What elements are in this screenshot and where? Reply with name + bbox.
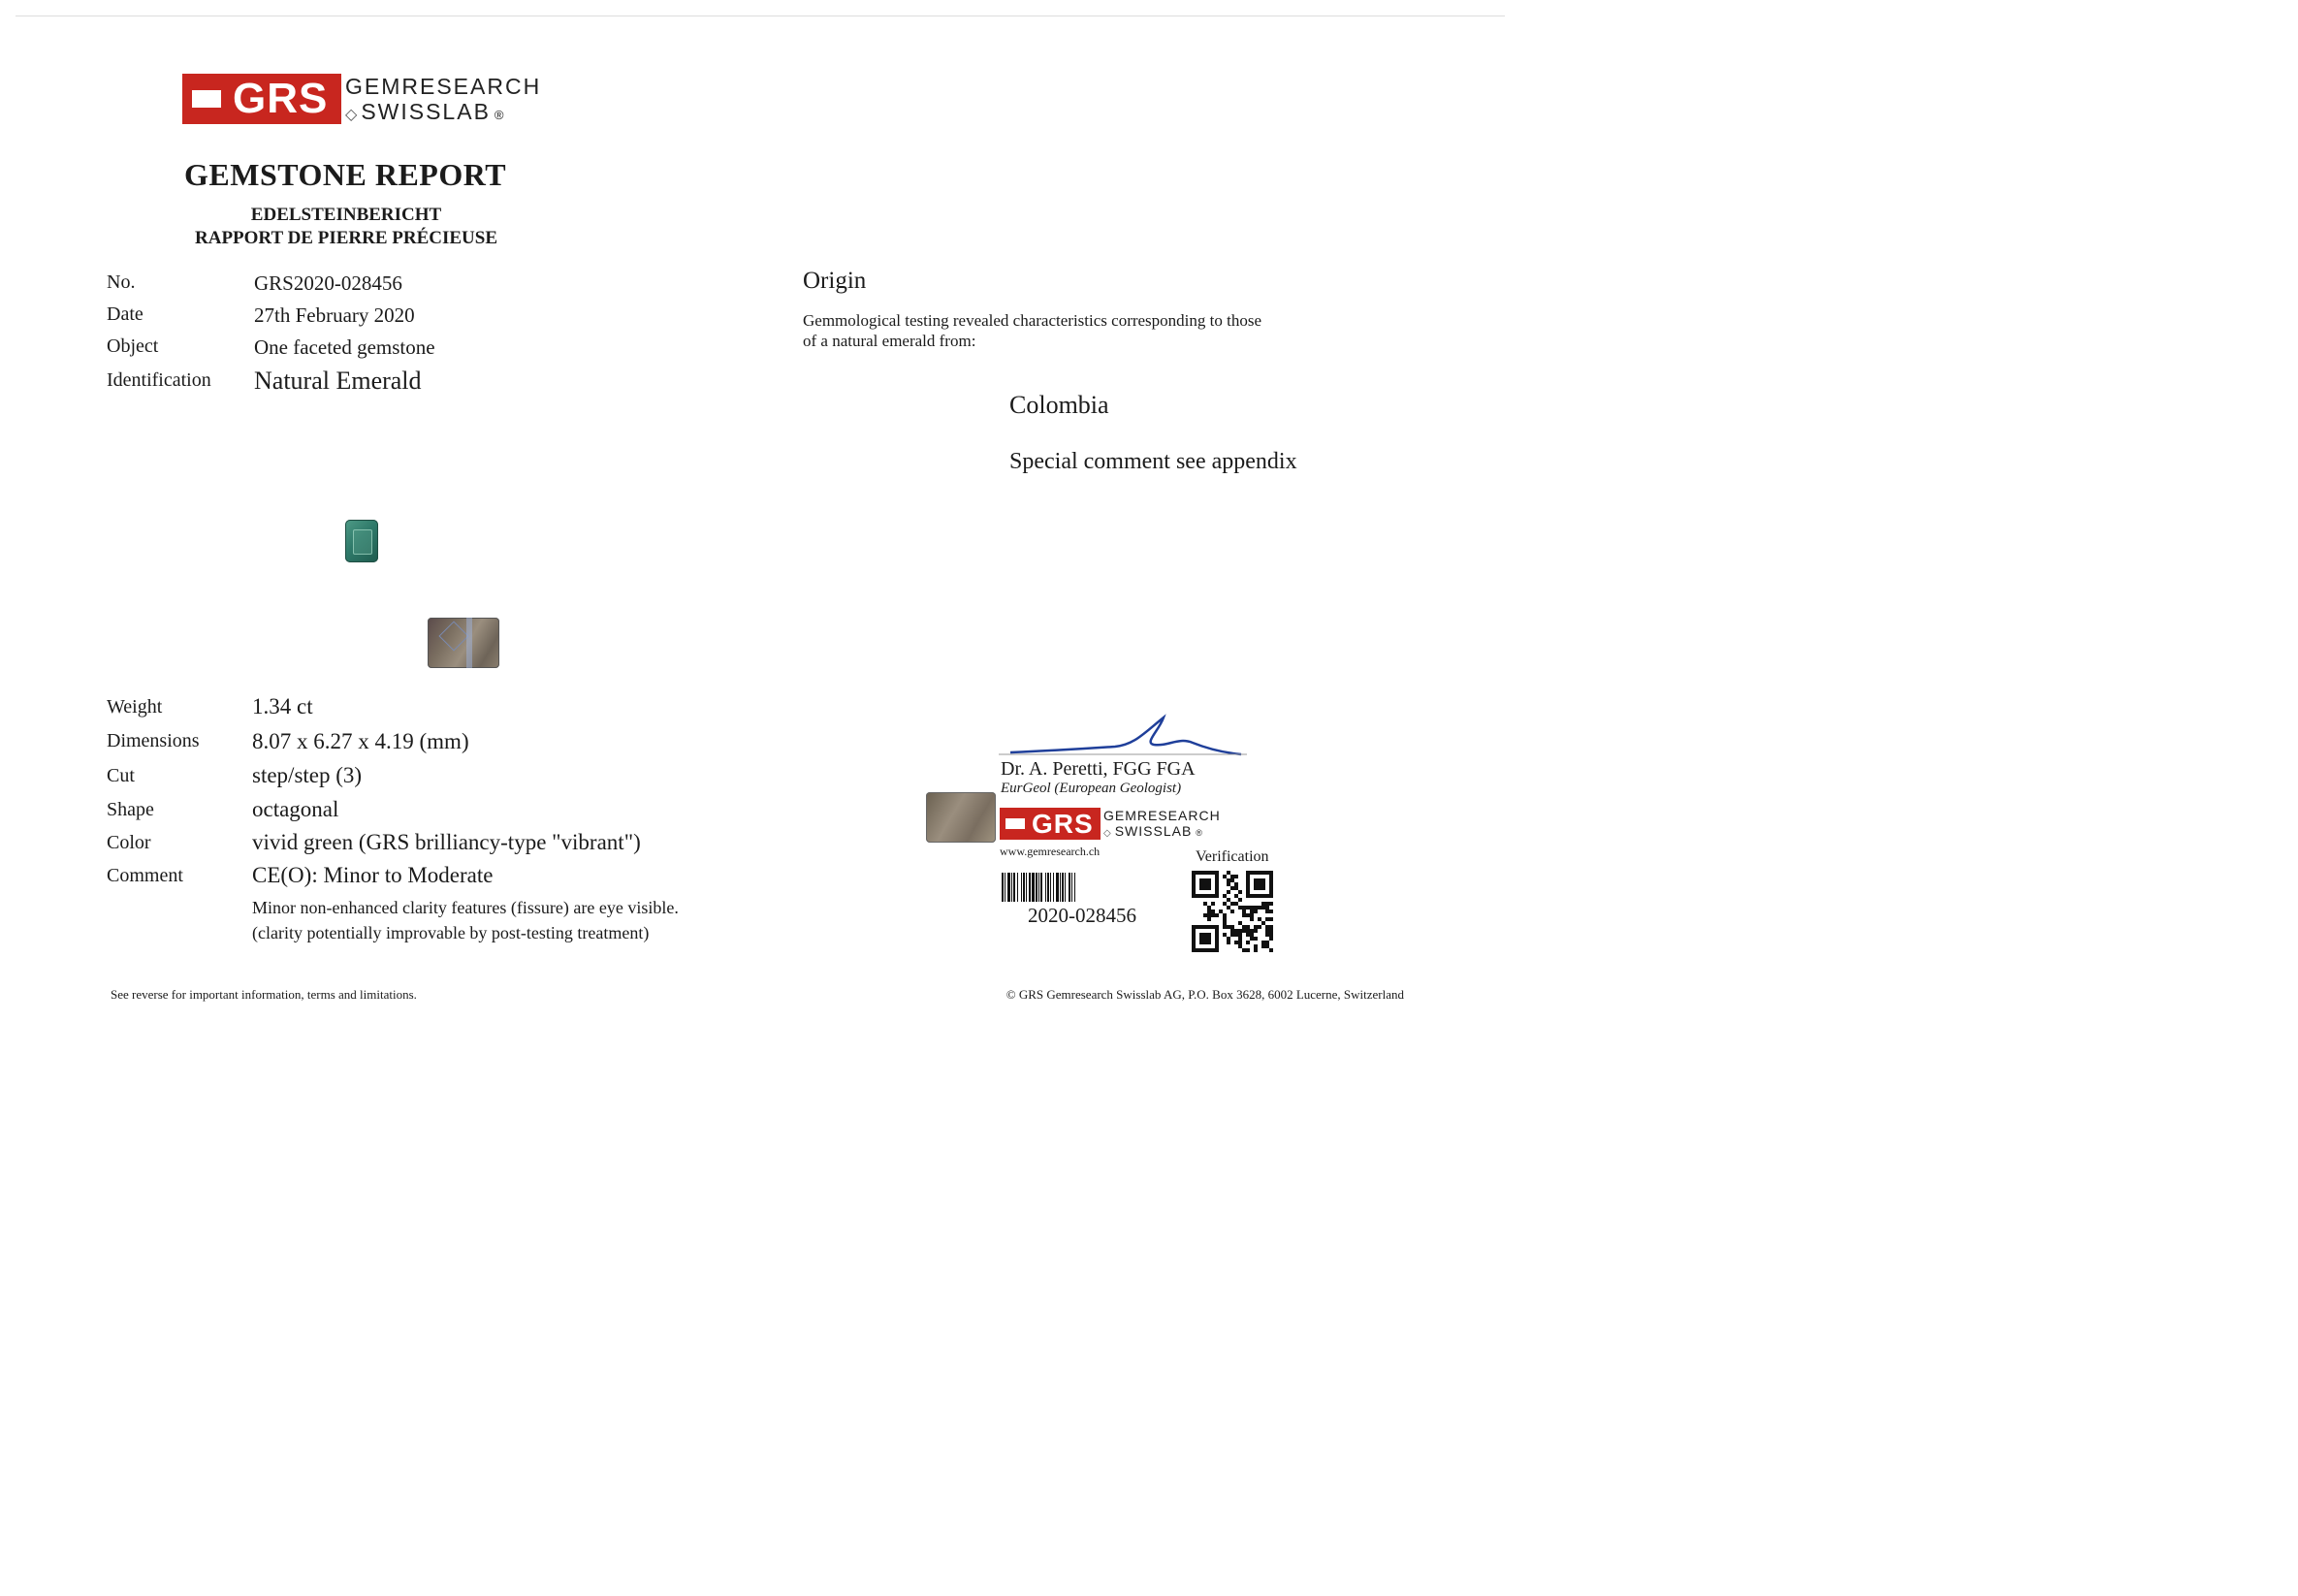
comment-note-line2: (clarity potentially improvable by post-testing treatment) [252,923,650,942]
hologram-diamond-icon [438,621,468,651]
field-label-comment: Comment [107,865,183,886]
field-value-dimensions: 8.07 x 6.27 x 4.19 (mm) [252,729,469,753]
field-value-date: 27th February 2020 [254,303,415,327]
gemstone-table-facet [353,529,372,555]
field-label-dimensions: Dimensions [107,730,200,751]
special-comment: Special comment see appendix [1009,449,1297,474]
field-value-color: vivid green (GRS brilliancy-type "vibrant") [252,830,641,854]
logo-small-line2-wrap [1103,823,1202,842]
verification-label: Verification [1196,848,1269,865]
logo-small-mark: GRS [1032,809,1094,839]
field-value-weight: 1.34 ct [252,694,313,718]
logo-line1: GEMRESEARCH [345,74,542,99]
field-label-cut: Cut [107,765,135,786]
signatory-name: Dr. A. Peretti, FGG FGA [1001,758,1196,780]
signature [999,714,1251,762]
origin-description-line1: Gemmological testing revealed characteristics corresponding to those [803,311,1262,330]
logo-line2-wrap [345,99,504,128]
report-title: GEMSTONE REPORT [184,157,507,192]
grs-logo [182,74,542,126]
gemstone-photo [345,520,378,562]
field-label-object: Object [107,335,159,357]
logo-reg: ® [494,108,504,122]
signatory-title: EurGeol (European Geologist) [1001,781,1182,796]
field-label-shape: Shape [107,799,154,820]
logo-mark: GRS [233,75,329,122]
qr-code-icon[interactable] [1192,871,1273,952]
diamond-icon: ◇ [345,107,358,123]
hologram-seal [428,618,499,668]
field-value-identification: Natural Emerald [254,367,422,395]
field-label-date: Date [107,303,144,325]
logo-small-line2: SWISSLAB [1114,823,1193,839]
logo-small-reg: ® [1196,828,1202,838]
field-value-object: One faceted gemstone [254,335,435,359]
website: www.gemresearch.ch [1000,845,1101,858]
comment-note-line1: Minor non-enhanced clarity features (fissure) are eye visible. [252,898,679,917]
footer-left: See reverse for important information, terms and limitations. [111,987,417,1002]
grs-logo-small [1000,808,1221,841]
origin-description-line2: of a natural emerald from: [803,332,976,350]
logo-small-line1: GEMRESEARCH [1103,808,1221,823]
barcode-number: 2020-028456 [1028,904,1136,927]
field-label-color: Color [107,832,151,853]
swiss-cross-small-icon [1005,818,1025,829]
origin-country: Colombia [1009,391,1109,419]
small-hologram-seal [926,792,996,843]
logo-red-block [182,74,341,124]
barcode [1002,873,1163,902]
report-subtitle-fr: RAPPORT DE PIERRE PRÉCIEUSE [195,228,497,248]
field-value-shape: octagonal [252,797,339,821]
footer-right: © GRS Gemresearch Swisslab AG, P.O. Box 3628, 6002 Lucerne, Switzerland [1005,987,1404,1002]
logo-line2: SWISSLAB [361,99,491,124]
logo-small-red-block [1000,808,1101,840]
field-value-cut: step/step (3) [252,763,363,787]
report-subtitle-de: EDELSTEINBERICHT [250,205,442,225]
field-label-weight: Weight [107,696,163,718]
diamond-small-icon: ◇ [1103,828,1111,839]
field-label-no: No. [107,271,136,293]
origin-heading: Origin [803,268,867,294]
field-value-no: GRS2020-028456 [254,271,402,295]
field-label-identification: Identification [107,369,211,391]
field-value-comment: CE(O): Minor to Moderate [252,863,494,887]
